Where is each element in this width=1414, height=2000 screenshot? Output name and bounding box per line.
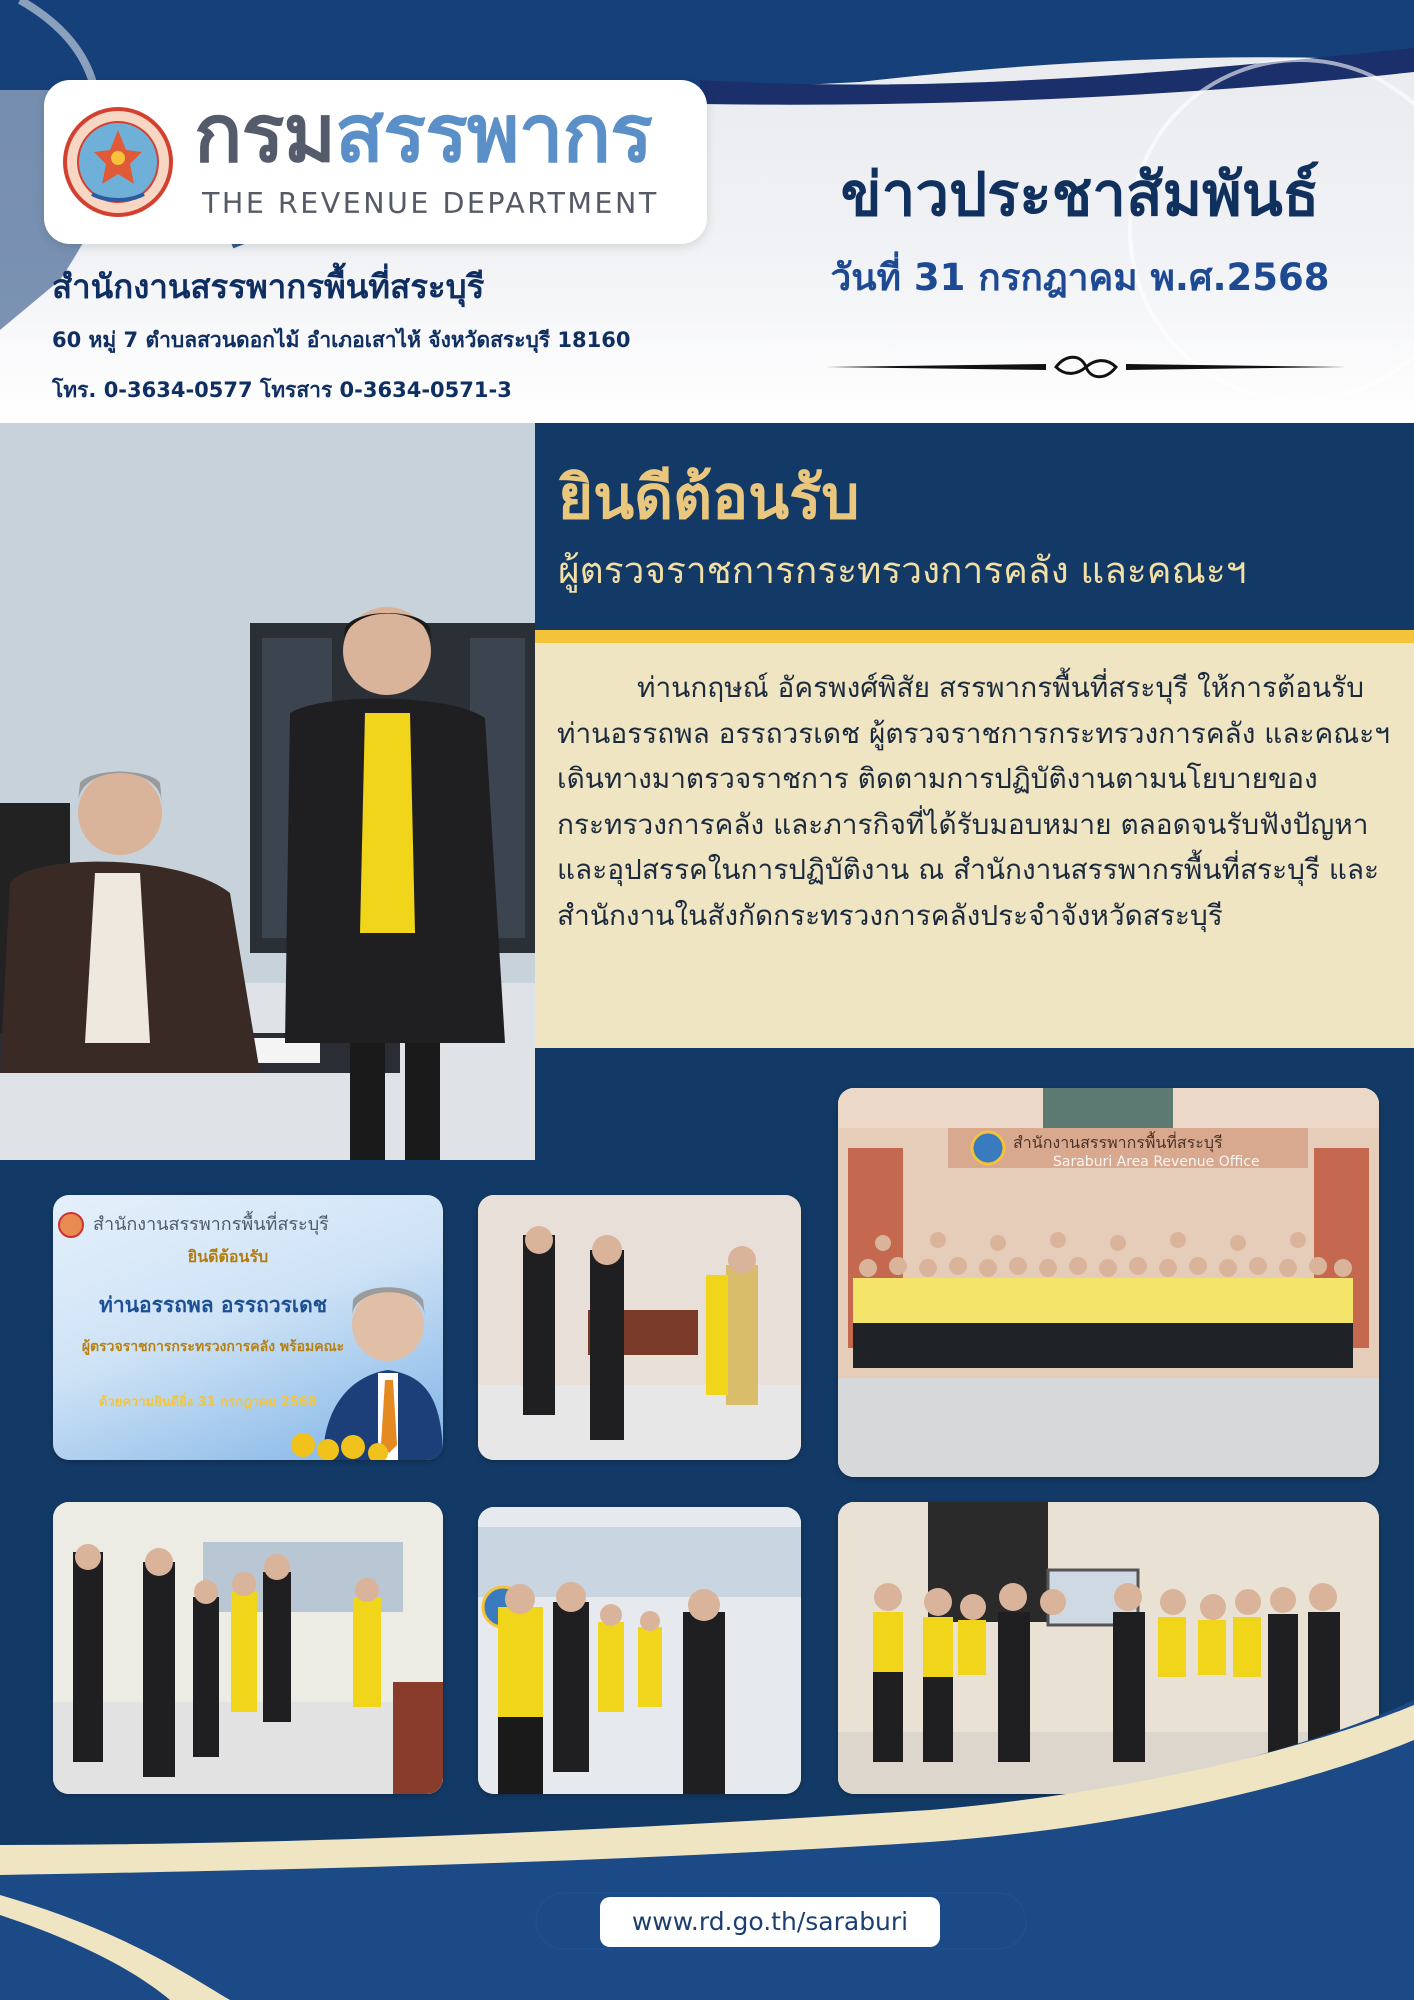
welcome-card-heading: ยินดีต้อนรับ	[187, 1247, 269, 1266]
building-sign-english: Saraburi Area Revenue Office	[1053, 1154, 1260, 1170]
photo-meeting-room	[478, 1195, 801, 1460]
logo-thai-text	[194, 84, 704, 184]
logo-english-text: THE REVENUE DEPARTMENT	[202, 187, 659, 220]
logo-card	[44, 80, 707, 244]
logo-thai-part1: กรม	[194, 87, 336, 180]
welcome-title: ยินดีต้อนรับ	[558, 463, 860, 533]
press-release-title: ข่าวประชาสัมพันธ์	[840, 160, 1320, 230]
header	[0, 0, 1414, 423]
main-photo-illustration	[0, 423, 535, 1160]
welcome-card-role: ผู้ตรวจราชการกระทรวงการคลัง พร้อมคณะ	[81, 1339, 345, 1355]
website-box[interactable]	[600, 1897, 940, 1947]
welcome-subtitle: ผู้ตรวจราชการกระทรวงการคลัง และคณะฯ	[558, 549, 1247, 592]
building-sign-thai: สำนักงานสรรพากรพื้นที่สระบุรี	[1013, 1133, 1223, 1152]
office-phone: โทร. 0-3634-0577 โทรสาร 0-3634-0571-3	[52, 378, 512, 402]
news-body-panel	[535, 643, 1414, 1048]
ornament-divider-icon	[826, 352, 1346, 382]
photo-welcome-card	[53, 1195, 443, 1460]
logo-thai-part2: สรรพากร	[335, 87, 652, 180]
office-address: 60 หมู่ 7 ตำบลสวนดอกไม้ อำเภอเสาไห้ จังหวัดสระบุรี 18160	[52, 328, 631, 352]
office-name: สำนักงานสรรพากรพื้นที่สระบุรี	[52, 267, 485, 306]
welcome-card-regards: ด้วยความยินดียิ่ง 31 กรกฎาคม 2568	[98, 1395, 317, 1410]
welcome-panel	[535, 423, 1414, 630]
photo-group-at-building	[838, 1088, 1379, 1477]
welcome-card-name: ท่านอรรถพล อรรถวรเดช	[99, 1293, 327, 1317]
main-photo-signing	[0, 423, 535, 1160]
press-release-date: วันที่ 31 กรกฎาคม พ.ศ.2568	[830, 256, 1330, 299]
footer-decoration	[0, 1700, 1414, 2000]
revenue-department-seal-icon	[62, 106, 174, 218]
website-url-link[interactable]: www.rd.go.th/saraburi	[631, 1907, 909, 1936]
meeting-room-illustration	[478, 1195, 801, 1460]
website-pill	[535, 1892, 1027, 1950]
gold-divider	[535, 630, 1414, 643]
welcome-card-office: สำนักงานสรรพากรพื้นที่สระบุรี	[93, 1214, 329, 1235]
news-body-text: ท่านกฤษณ์ อัครพงศ์พิสัย สรรพากรพื้นที่สระบุรี ให้การต้อนรับ ท่านอรรถพล อรรถวรเดช ผู้ตรวจราชการกระทรวงการคลัง และคณะฯ เดินทางมาตรวจราชการ ติดตามการปฏิบัติงานตามนโยบายของกระทรวงการคลัง และภารกิจที่ได้รับมอบหมาย ตลอดจนรับฟังปัญหาและอุปสรรคในการปฏิบัติงาน ณ สำนักงานสรรพากรพื้นที่สระบุรี และสำนักงานในสังกัดกระทรวงการคลังประจำจังหวัดสระบุรี	[557, 671, 1390, 932]
